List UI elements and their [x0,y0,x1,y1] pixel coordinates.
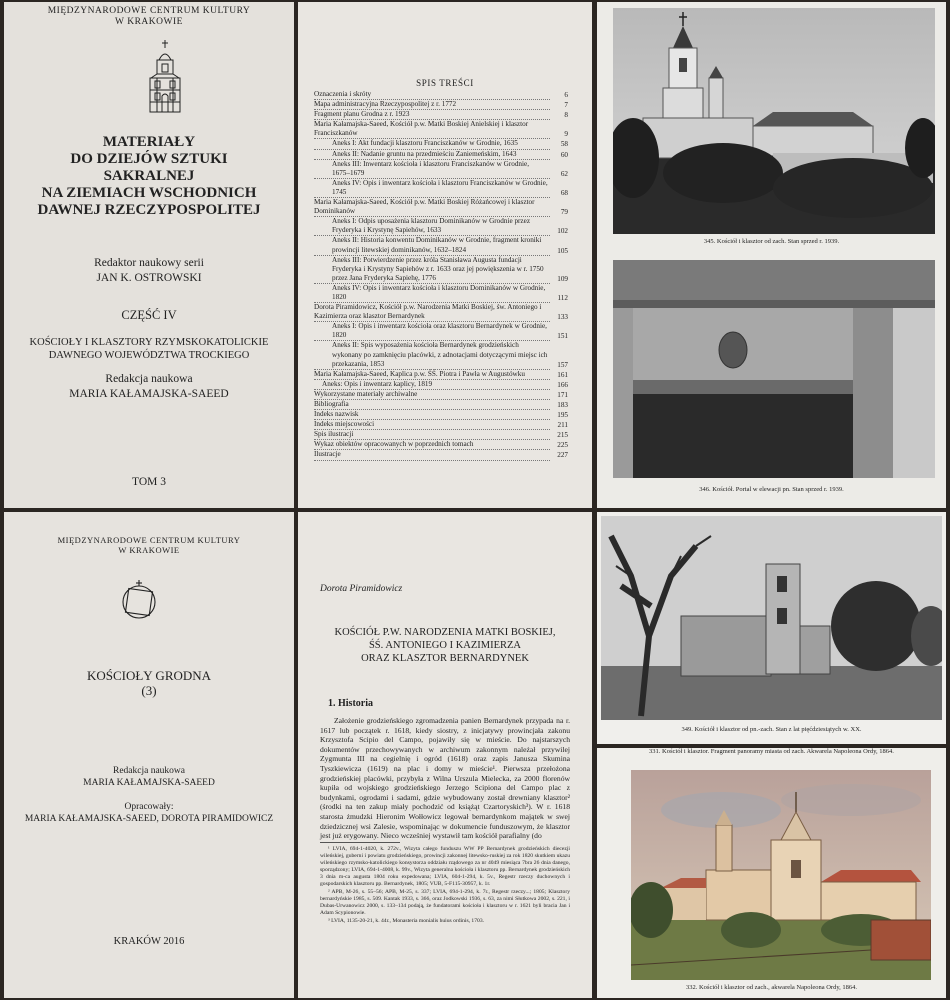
toc-entry-title: Wykorzystane materiały archiwalne [314,390,550,400]
toc-list [314,90,568,461]
watercolor-page [597,748,946,998]
article-title-line: ŚŚ. ANTONIEGO I KAZIMIERZA [368,640,522,651]
institution-name [4,535,294,555]
church-facade-logo-icon [147,40,183,114]
toc-entry [314,179,568,198]
toc-entry [314,400,568,410]
toc-entry-title: Maria Kałamajska-Saeed, Kościół p.w. Matki Boskiej Anielskiej i klasztor Franciszkanów [314,120,550,139]
toc-entry-page: 58 [560,140,568,149]
toc-entry [314,450,568,460]
photo-caption: 345. Kościół i klasztor od zach. Stan sprzed r. 1939. [703,238,840,245]
toc-entry-title: Aneks I: Akt fundacji klasztoru Franciszkanów w Grodnie, 1635 [314,139,550,149]
toc-entry-page: 151 [557,332,568,341]
article-page [298,512,592,998]
toc-entry-page: 133 [557,313,568,322]
toc-entry [314,150,568,160]
toc-entry-title: Aneks II: Nadanie gruntu na przedmieściu Zaniemeńskim, 1643 [314,150,550,160]
toc-entry-title: Maria Kałamajska-Saeed, Kaplica p.w. ŚŚ. Piotra i Pawła w Augustówku [314,370,550,380]
toc-title: SPIS TREŚCI [416,78,474,88]
toc-entry-page: 195 [557,411,568,420]
toc-entry-page: 227 [557,451,568,460]
institution-line: MIĘDZYNARODOWE CENTRUM KULTURY [47,6,251,16]
toc-entry-title: Oznaczenia i skróty [314,90,550,100]
section-heading: 1. Historia [328,698,373,709]
toc-entry-page: 6 [564,91,568,99]
article-author: Dorota Piramidowicz [320,584,403,594]
toc-entry-page: 68 [560,188,568,197]
table-of-contents-page [298,2,592,508]
toc-entry [314,160,568,179]
toc-entry-page: 102 [557,227,568,236]
toc-entry-title: Aneks III: Inwentarz kościoła i klasztoru Franciszkanów w Grodnie, 1675–1679 [314,160,550,179]
toc-entry [314,303,568,322]
toc-entry-page: 161 [557,370,568,379]
toc-entry [314,370,568,380]
institution-line: MIĘDZYNARODOWE CENTRUM KULTURY [57,535,241,545]
toc-entry [314,410,568,420]
part-subtitle [14,336,284,362]
toc-entry [314,430,568,440]
article-title-line: KOŚCIÓŁ P.W. NARODZENIA MATKI BOSKIEJ, [334,627,556,638]
toc-entry-page: 105 [557,246,568,255]
toc-entry [314,110,568,120]
toc-entry [314,120,568,139]
toc-entry [314,90,568,100]
authors-label: Opracowały: [124,802,174,812]
series-title-line: DO DZIEJÓW SZTUKI SAKRALNEJ [70,151,228,184]
toc-entry-title: Fragment planu Grodna z r. 1923 [314,110,550,120]
editor-name: MARIA KAŁAMAJSKA-SAEED [83,778,215,788]
watercolor-church-west [631,770,931,980]
volume-subtitle: (3) [141,683,157,698]
toc-entry [314,236,568,255]
toc-entry [314,139,568,149]
toc-entry-page: 79 [560,208,568,217]
toc-entry-page: 215 [557,431,568,440]
footnote: ² APB, M-26, s. 55–56; APB, M-25, s. 337; LVIA, 694-1-294, k. 7r., Regestr rzeczy...; 1805; Klasztory bernardyńskie 1985, s. 509. Kantak 1933, s. 366, oraz Jodkowski 1936, s. 63, za nimi Słutkowa 2002, s. 221, i Dubas-Urwanowicz 2000, s. 133–134 podają, że fundatorami kościoła i klasztoru w r. 1621 byli bracia Jan i Adam Scypionowie. [320,889,570,916]
authors-names: MARIA KAŁAMAJSKA-SAEED, DOROTA PIRAMIDOWICZ [24,814,274,824]
toc-entry-title: Aneks II: Spis wyposażenia kościoła Bernardynek grodzieńskich wykonany po zamknięciu placówki, z adnotacjami dotyczącymi miejsc ich przekazania, 1853 [314,341,550,369]
toc-entry-page: 112 [557,293,568,302]
authors-block [4,801,294,825]
volume-number: TOM 3 [132,476,166,488]
series-cover-page [4,2,294,508]
photo-church-portal [613,260,935,478]
circle-square-logo-icon [117,578,161,622]
photo-page-ruin [597,512,946,744]
toc-entry [314,284,568,303]
toc-entry [314,256,568,284]
toc-entry [314,341,568,369]
footnotes [320,846,570,926]
toc-entry-page: 211 [557,421,568,430]
toc-entry-title: Mapa administracyjna Rzeczypospolitej z r. 1772 [314,100,550,110]
toc-entry [314,100,568,110]
volume-title: KOŚCIOŁY GRODNA [86,668,212,683]
toc-entry-page: 62 [560,169,568,178]
series-editor-name: JAN K. OSTROWSKI [96,272,202,284]
toc-entry-title: Maria Kałamajska-Saeed, Kościół p.w. Matki Boskiej Różańcowej i klasztor Dominikanów [314,198,550,217]
volume-cover-page [4,512,294,998]
footnote: ³ LVIA, 1135-20-21, k. 44r., Monasteria monialis huius ordinis, 1703. [328,918,485,924]
series-title-line: MATERIAŁY [102,134,196,150]
toc-entry-title: Aneks II: Historia konwentu Dominikanów w Grodnie, fragment kroniki prowincji litewskiej dominikanów, 1632–1824 [314,236,550,255]
editor-block [4,372,294,402]
editor-label: Redakcja naukowa [105,373,193,385]
toc-entry-title: Aneks I: Odpis uposażenia klasztoru Dominikanów w Grodnie przez Fryderyka i Krystynę Sapiehów, 1633 [314,217,550,236]
toc-entry-title: Indeks nazwisk [314,410,550,420]
footnote-rule [320,842,400,843]
editor-label: Redakcja naukowa [112,766,185,776]
photo-page-top [597,2,946,508]
toc-entry-title: Aneks IV: Opis i inwentarz kościoła i klasztoru Franciszkanów w Grodnie, 1745 [314,179,550,198]
toc-entry [314,440,568,450]
photo-church-ruin-fifties [601,516,942,720]
toc-entry-page: 183 [557,401,568,409]
series-title-line: NA ZIEMIACH WSCHODNICH [41,185,257,201]
toc-entry [314,380,568,390]
photo-caption: 349. Kościół i klasztor od pn.-zach. Stan z lat pięćdziesiątych w. XX. [681,726,862,733]
toc-entry-title: Aneks IV: Opis i inwentarz kościoła i klasztoru Dominikanów w Grodnie, 1820 [314,284,550,303]
toc-entry-page: 157 [557,360,568,369]
figure-caption: 331. Kościół i klasztor. Fragment panoramy miasta od zach. Akwarela Napoleona Ordy, 1864. [649,748,894,755]
institution-name [4,6,294,28]
series-title-line: DAWNEJ RZECZYPOSPOLITEJ [37,202,261,218]
toc-entry [314,217,568,236]
toc-entry-title: Spis ilustracji [314,430,550,440]
photo-church-west-view [613,8,935,234]
toc-entry-page: 7 [564,101,568,110]
toc-entry-page: 171 [557,390,568,399]
part-subtitle-line: DAWNEGO WOJEWÓDZTWA TROCKIEGO [48,350,250,361]
editor-block [4,765,294,789]
place-year: KRAKÓW 2016 [113,936,185,947]
toc-entry-title: Aneks: Opis i inwentarz kaplicy, 1819 [314,380,550,390]
toc-entry-page: 60 [560,150,568,159]
toc-entry-page: 225 [557,441,568,450]
editor-name: MARIA KAŁAMAJSKA-SAEED [69,388,229,400]
article-title-line: ORAZ KLASZTOR BERNARDYNEK [361,653,529,664]
toc-entry-page: 9 [564,130,568,139]
toc-entry-title: Aneks I: Opis i inwentarz kościoła oraz klasztoru Bernardynek w Grodnie, 1820 [314,322,550,341]
figure-caption: 332. Kościół i klasztor od zach., akwarela Napoleona Ordy, 1864. [685,984,858,991]
article-body-text: Założenie grodzieńskiego zgromadzenia panien Bernardynek przypada na r. 1617 lub początek r. 1618, kiedy siostry, z inicjatywy prowincjała zakonu Krzysztofa Scipio del Campo, pojawiły się w mieście. Do najstarszych dokumentów przechowywanych w archiwum zakonnym należał przywilej Zygmunta III na cegielnię i ogród (1618) oraz zapis Janusza Skumina Tyszkiewicza (1619) na plac i domy w mieście¹. Pierwsza przełożona grodzieńskiej placówki, przybyła z Wilna Urszula Mielecka, za 2000 florenów kupiła od wojskiego grodzieńskiego Jerzego Scipiona del Campo plac z budynkami, ogrodami i sadami, gdzie wybudowany został drewniany klasztor² (środki na ten zakup miały pochodzić od książąt Czartoryskich³). W r. 1618 starosta żmudzki Hieronim Wołłowicz legował bernardynkom majątek w swej dziedzicznej wsi Zalesie, wspominając w dokumencie funduszowym, że klasztor jest już erygowany. Nieco wcześniej wystawił tam kościół parafialny (do [320,716,570,841]
volume-title-block [4,668,294,698]
institution-line: W KRAKOWIE [118,545,180,555]
toc-entry [314,420,568,430]
toc-entry-page: 8 [564,111,568,120]
toc-entry-title: Indeks miejscowości [314,420,550,430]
toc-entry-title: Dorota Piramidowicz, Kościół p.w. Narodzenia Matki Boskiej, św. Antoniego i Kazimierza oraz klasztor Bernardynek [314,303,550,322]
toc-entry [314,322,568,341]
article-title [316,626,574,665]
series-title [24,134,274,219]
photo-caption: 346. Kościół. Portal w elewacji pn. Stan sprzed r. 1939. [699,486,844,493]
footnote: ¹ LVIA, 694-1-4020, k. 272v., Wizyta całego funduszu WW PP Bernardynek grodzieńskich diecezji wileńskiej, guberni i powiatu grodzieńskiego, prowincji zakonnej litewsko-ruskiej za rok 1820 skutkiem ukazu wileńskiego rzymsko-katolickiego konsystorza oddziału rządowego za nr 4049 miesiąca 7bra 26 dnia danego, sporządzony; LVIA, 694-1-4008, k. 99v., Wizyta generalna kościoła i klasztoru pp. Bernardynek grodzieńskich 3 dnia m-ca augusta 1804 roku expedowana; LVIA, 604-1-294, k. 5v., Regestr rzeczy duchownych i gospodarskich klasztoru pp. Bernardynek, 1805; VUB, 5-F115-30957, k. 1r. [320,846,570,887]
toc-entry-title: Wykaz obiektów opracowanych w poprzednich tomach [314,440,550,450]
toc-entry-page: 166 [557,380,568,389]
toc-entry [314,390,568,400]
toc-entry-page: 109 [557,274,568,283]
toc-entry-title: Bibliografia [314,400,550,410]
part-number: CZĘŚĆ IV [121,308,177,322]
toc-entry [314,198,568,217]
series-editor-block [4,256,294,286]
toc-entry-title: Aneks III: Potwierdzenie przez króla Stanisława Augusta fundacji Fryderyka i Krystyny Sapiehów z r. 1633 oraz jej powiększenia w r. 1750 przez Jana Fryderyka Sapiehę, 1776 [314,256,550,284]
series-editor-label: Redaktor naukowy serii [94,257,204,269]
toc-entry-title: Ilustracje [314,450,550,460]
part-subtitle-line: KOŚCIOŁY I KLASZTORY RZYMSKOKATOLICKIE [29,337,269,348]
institution-line: W KRAKOWIE [115,17,183,27]
